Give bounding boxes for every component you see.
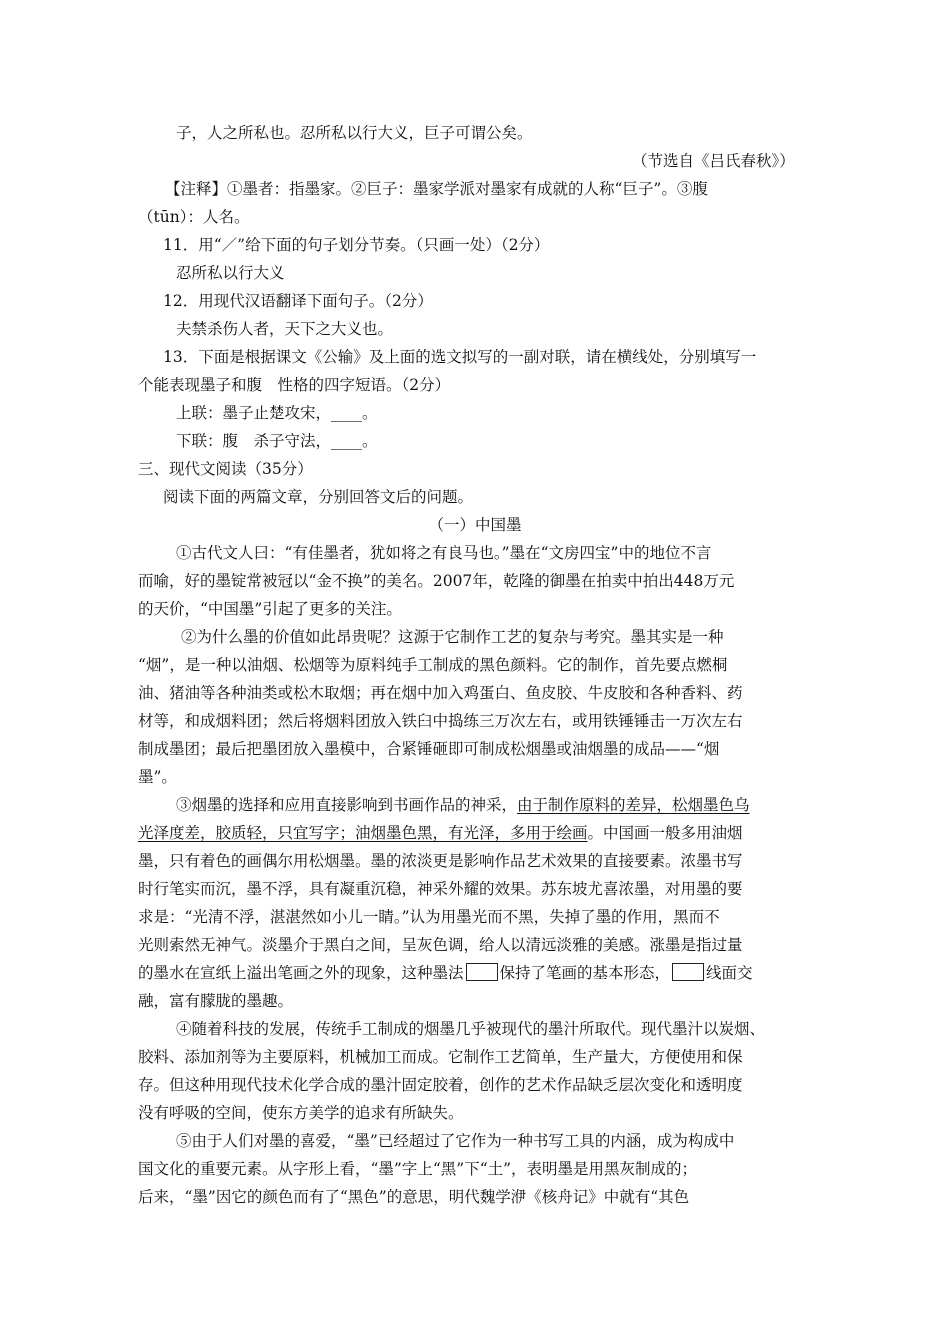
answer-blank-box[interactable] — [672, 963, 704, 981]
paragraph-1-line: ①古代文人曰：“有佳墨者，犹如将之有良马也。”墨在“文房四宝”中的地位不言 — [176, 544, 712, 562]
paragraph-1-line: 而喻，好的墨锭常被冠以“金不换”的美名。2007年，乾隆的御墨在拍卖中拍出448万元 — [138, 572, 735, 590]
paragraph-3-line: 求是：“光清不浮，湛湛然如小儿一睛。”认为用墨光而不黑，失掉了墨的作用，黑而不 — [138, 908, 720, 926]
paragraph-2-line: 油、猪油等各种油类或松木取烟；再在烟中加入鸡蛋白、鱼皮胶、牛皮胶和各种香料、药 — [138, 684, 743, 702]
question-12: 12．用现代汉语翻译下面句子。（2分） — [163, 292, 433, 310]
question-13-line-2: 个能表现墨子和腹 性格的四字短语。（2分） — [138, 376, 451, 394]
paragraph-3-line: 光则索然无神气。淡墨介于黑白之间，呈灰色调，给人以清远淡雅的美感。涨墨是指过量 — [138, 936, 743, 954]
classical-text-tail: 子，人之所私也。忍所私以行大义，巨子可谓公矣。 — [176, 124, 533, 142]
paragraph-3-text: 的墨水在宣纸上溢出笔画之外的现象，这种墨法 — [138, 964, 464, 982]
couplet-lower: 下联：腹 杀子守法，____。 — [176, 432, 378, 450]
paragraph-5-line: 后来，“墨”因它的颜色而有了“黑色”的意思，明代魏学洢《核舟记》中就有“其色 — [138, 1188, 690, 1206]
annotation-line-1: 【注释】①墨者：指墨家。②巨子：墨家学派对墨家有成就的人称“巨子”。③腹 — [165, 180, 708, 198]
underlined-sentence: 由于制作原料的差异，松烟墨色乌 — [517, 796, 750, 814]
source-citation: （节选自《吕氏春秋》） — [632, 152, 795, 170]
paragraph-3-line: 墨，只有着色的画偶尔用松烟墨。墨的浓淡更是影响作品艺术效果的直接要素。浓墨书写 — [138, 852, 743, 870]
question-11-sentence: 忍所私以行大义 — [176, 264, 285, 282]
paragraph-4-line: 胶料、添加剂等为主要原料，机械加工而成。它制作工艺简单，生产量大，方便使用和保 — [138, 1048, 743, 1066]
paragraph-5-line: 国文化的重要元素。从字形上看，“墨”字上“黑”下“土”，表明墨是用黑灰制成的； — [138, 1160, 698, 1178]
question-13-line-1: 13．下面是根据课文《公输》及上面的选文拟写的一副对联，请在横线处，分别填写一 — [163, 348, 757, 366]
paragraph-3-text: 。中国画一般多用油烟 — [587, 824, 743, 842]
underlined-sentence: 光泽度差，胶质轻，只宜写字；油烟墨色黑，有光泽，多用于绘画 — [138, 824, 588, 842]
paragraph-4-line: 存。但这种用现代技术化学合成的墨汁固定胶着，创作的艺术作品缺乏层次变化和透明度 — [138, 1076, 743, 1094]
paragraph-5-line: ⑤由于人们对墨的喜爱，“墨”已经超过了它作为一种书写工具的内涵，成为构成中 — [176, 1132, 735, 1150]
paragraph-1-line: 的天价，“中国墨”引起了更多的关注。 — [138, 600, 402, 618]
paragraph-3-text: ③烟墨的选择和应用直接影响到书画作品的神采， — [176, 796, 518, 814]
paragraph-2-line: 制成墨团；最后把墨团放入墨模中，合紧锤砸即可制成松烟墨或油烟墨的成品——“烟 — [138, 740, 720, 758]
paragraph-2-line: ②为什么墨的价值如此昂贵呢？这源于它制作工艺的复杂与考究。墨其实是一种 — [181, 628, 724, 646]
paragraph-3-text: 保持了笔画的基本形态， — [499, 964, 671, 982]
paragraph-2-line: 墨”。 — [138, 768, 177, 786]
annotation-line-2: （tūn）：人名。 — [138, 208, 250, 226]
paragraph-3-line-1 — [176, 795, 750, 815]
paragraph-4-line: ④随着科技的发展，传统手工制成的烟墨几乎被现代的墨汁所取代。现代墨汁以炭烟、 — [176, 1020, 766, 1038]
paragraph-3-line: 时行笔实而沉，墨不浮，具有凝重沉稳，神采外耀的效果。苏东坡尤喜浓墨，对用墨的要 — [138, 880, 743, 898]
paragraph-3-gap-line — [138, 963, 753, 983]
section-intro: 阅读下面的两篇文章，分别回答文后的问题。 — [163, 488, 474, 506]
paragraph-3-line: 融，富有朦胧的墨趣。 — [138, 992, 294, 1010]
article-title: （一）中国墨 — [428, 516, 522, 534]
paragraph-4-line: 没有呼吸的空间，使东方美学的追求有所缺失。 — [138, 1104, 464, 1122]
answer-blank-box[interactable] — [466, 963, 498, 981]
couplet-upper: 上联：墨子止楚攻宋，____。 — [176, 404, 378, 422]
paragraph-2-line: 材等，和成烟料团；然后将烟料团放入铁臼中捣练三万次左右，或用铁锤锤击一万次左右 — [138, 712, 743, 730]
question-12-sentence: 夫禁杀伤人者，天下之大义也。 — [176, 320, 394, 338]
paragraph-3-text: 线面交 — [706, 964, 753, 982]
section-heading: 三、现代文阅读（35分） — [138, 460, 313, 478]
paragraph-3-line-2 — [138, 823, 743, 843]
paragraph-2-line: “烟”，是一种以油烟、松烟等为原料纯手工制成的黑色颜料。它的制作，首先要点燃桐 — [138, 656, 728, 674]
question-11: 11．用“／”给下面的句子划分节奏。（只画一处）（2分） — [163, 236, 550, 254]
